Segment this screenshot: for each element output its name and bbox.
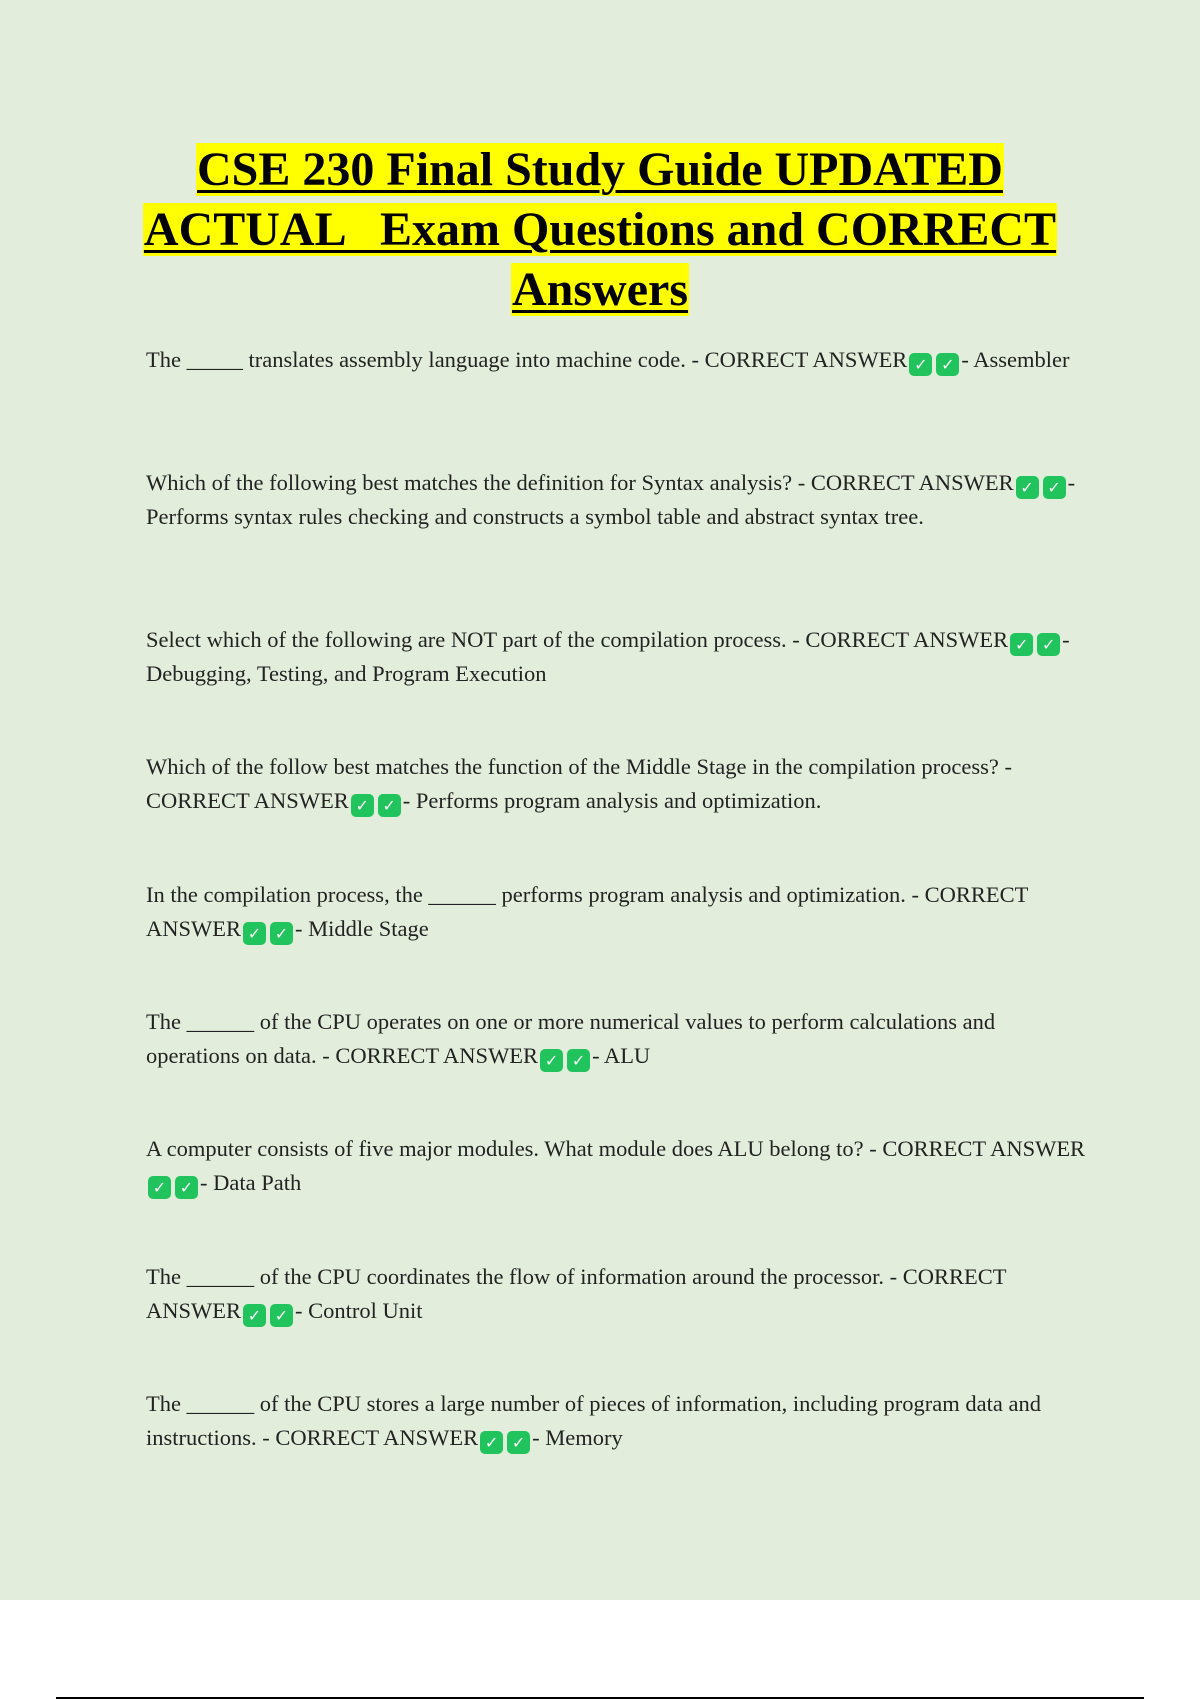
answer-text: - Debugging, Testing, and Program Execution [146,627,1070,686]
check-icon: ✓ [378,794,401,817]
answer-text: - Performs syntax rules checking and constructs a symbol table and abstract syntax tree. [146,470,1076,529]
qa-item [146,1387,1086,1455]
title-line-text: CSE 230 Final Study Guide UPDATED [197,143,1003,196]
question-text: The ______ of the CPU coordinates the flow of information around the processor. - CORRECT ANSWER [146,1264,1007,1323]
answer-text: - Performs program analysis and optimization. [402,788,822,813]
question-text: The _____ translates assembly language into machine code. - CORRECT ANSWER [146,347,908,372]
qa-item [146,623,1086,691]
qa-item [146,343,1086,377]
check-icon: ✓ [936,353,959,376]
title-line-text: Answers [512,263,688,316]
page-bottom-rule [56,1697,1144,1699]
qa-item [146,1260,1086,1328]
answer-text: - Memory [532,1425,623,1450]
check-icon: ✓ [351,794,374,817]
check-icon: ✓ [1010,633,1033,656]
qa-item [146,466,1086,534]
check-icon: ✓ [175,1176,198,1199]
qa-item [146,1132,1086,1200]
title-line [0,260,1200,320]
qa-item [146,1005,1086,1073]
title-line [0,200,1200,260]
check-icon: ✓ [909,353,932,376]
answer-text: - Data Path [200,1170,302,1195]
answer-text: - Assembler [961,347,1070,372]
question-text: Select which of the following are NOT part of the compilation process. - CORRECT ANSWER [146,627,1009,652]
check-icon: ✓ [270,1304,293,1327]
answer-text: - ALU [592,1043,651,1068]
check-icon: ✓ [243,1304,266,1327]
qa-item [146,750,1086,818]
document-title [0,140,1200,320]
check-icon: ✓ [540,1049,563,1072]
check-icon: ✓ [1016,476,1039,499]
check-icon: ✓ [270,922,293,945]
answer-text: - Control Unit [295,1298,423,1323]
title-line-text: ACTUAL Exam Questions and CORRECT [143,203,1057,256]
question-text: The ______ of the CPU stores a large number of pieces of information, including program data and instructions. - CORRECT ANSWER [146,1391,1041,1450]
check-icon: ✓ [480,1431,503,1454]
question-text: Which of the follow best matches the function of the Middle Stage in the compilation process? - CORRECT ANSWER [146,754,1013,813]
question-text: In the compilation process, the ______ performs program analysis and optimization. - CORRECT ANSWER [146,882,1028,941]
question-text: A computer consists of five major modules. What module does ALU belong to? - CORRECT ANSWER [146,1136,1086,1161]
check-icon: ✓ [1037,633,1060,656]
check-icon: ✓ [567,1049,590,1072]
title-line [0,140,1200,200]
question-text: Which of the following best matches the definition for Syntax analysis? - CORRECT ANSWER [146,470,1014,495]
check-icon: ✓ [148,1176,171,1199]
question-text: The ______ of the CPU operates on one or more numerical values to perform calculations and operations on data. - CORRECT ANSWER [146,1009,996,1068]
answer-text: - Middle Stage [295,916,429,941]
check-icon: ✓ [1043,476,1066,499]
check-icon: ✓ [507,1431,530,1454]
qa-item [146,878,1086,946]
check-icon: ✓ [243,922,266,945]
